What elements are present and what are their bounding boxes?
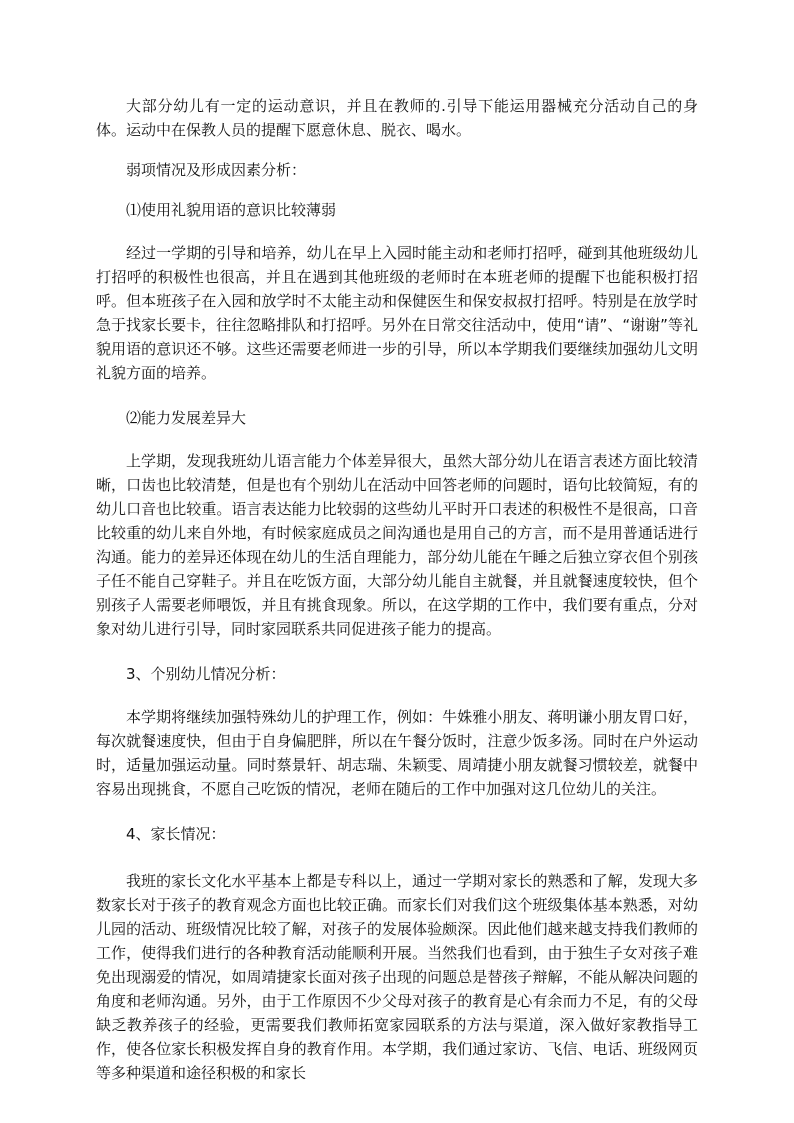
heading-parents: 4、家长情况： [126,825,226,843]
paragraph-parents: 我班的家长文化水平基本上都是专科以上，通过一学期对家长的熟悉和了解，发现大多数家长对于孩子的教育观念方面也比较正确。而家长们对我们这个班级集体基本熟悉，对幼儿园的活动、班级情况比较了解，对孩子的发展体验颇深。因此他们越来越支持我们教师的工作，使得我们进行的各种教育活动能顺利开展。当然我们也看到，由于独生子女对孩子难免出现溺爱的情况，如周靖捷家长面对孩子出现的问题总是替孩子辩解，不能从解决问题的角度和老师沟通。另外，由于工作原因不少父母对孩子的教育是心有余而力不足，有的父母缺乏教养孩子的经验，更需要我们教师拓宽家园联系的方法与渠道，深入做好家教指导工作，使各位家长积极发挥自身的教育作用。本学期，我们通过家访、飞信、电话、班级网页等多种渠道和途径积极的和家长 [96,872,698,1082]
heading-individual-children: 3、个别幼儿情况分析： [126,665,286,683]
heading-politeness: ⑴使用礼貌用语的意识比较薄弱 [126,201,337,219]
heading-weakness-analysis: 弱项情况及形成因素分析： [126,161,307,179]
paragraph-ability-difference: 上学期，发现我班幼儿语言能力个体差异很大，虽然大部分幼儿在语言表述方面比较清晰，口齿也比较清楚，但是也有个别幼儿在活动中回答老师的问题时，语句比较简短，有的幼儿口音也比较重。语言表达能力比较弱的这些幼儿平时开口表述的积极性不是很高，口音比较重的幼儿来自外地，有时候家庭成员之间沟通也是用自己的方言，而不是用普通话进行沟通。能力的差异还体现在幼儿的生活自理能力，部分幼儿能在午睡之后独立穿衣但个别孩子任不能自己穿鞋子。并且在吃饭方面，大部分幼儿能自主就餐，并且就餐速度较快，但个别孩子人需要老师喂饭，并且有挑食现象。所以，在这学期的工作中，我们要有重点，分对象对幼儿进行引导，同时家园联系共同促进孩子能力的提高。 [96,452,698,638]
document-page [96,94,698,1085]
heading-ability-difference: ⑵能力发展差异大 [126,409,247,427]
paragraph-individual-children: 本学期将继续加强特殊幼儿的护理工作，例如：牛姝雅小朋友、蒋明谦小朋友胃口好，每次就餐速度快，但由于自身偏肥胖，所以在午餐分饭时，注意少饭多汤。同时在户外运动时，适量加强运动量。同时蔡景轩、胡志瑞、朱颖雯、周靖捷小朋友就餐习惯较差，就餐中容易出现挑食，不愿自己吃饭的情况，老师在随后的工作中加强对这几位幼儿的关注。 [96,708,698,798]
paragraph-motor-skills: 大部分幼儿有一定的运动意识，并且在教师的.引导下能运用器械充分活动自己的身体。运动中在保教人员的提醒下愿意休息、脱衣、喝水。 [96,97,698,139]
paragraph-politeness: 经过一学期的引导和培养，幼儿在早上入园时能主动和老师打招呼，碰到其他班级幼儿打招呼的积极性也很高，并且在遇到其他班级的老师时在本班老师的提醒下也能积极打招呼。但本班孩子在入园和放学时不太能主动和保健医生和保安叔叔打招呼。特别是在放学时急于找家长要卡，往往忽略排队和打招呼。另外在日常交往活动中，使用“请”、“谢谢”等礼貌用语的意识还不够。这些还需要老师进一步的引导，所以本学期我们要继续加强幼儿文明礼貌方面的培养。 [96,244,698,382]
